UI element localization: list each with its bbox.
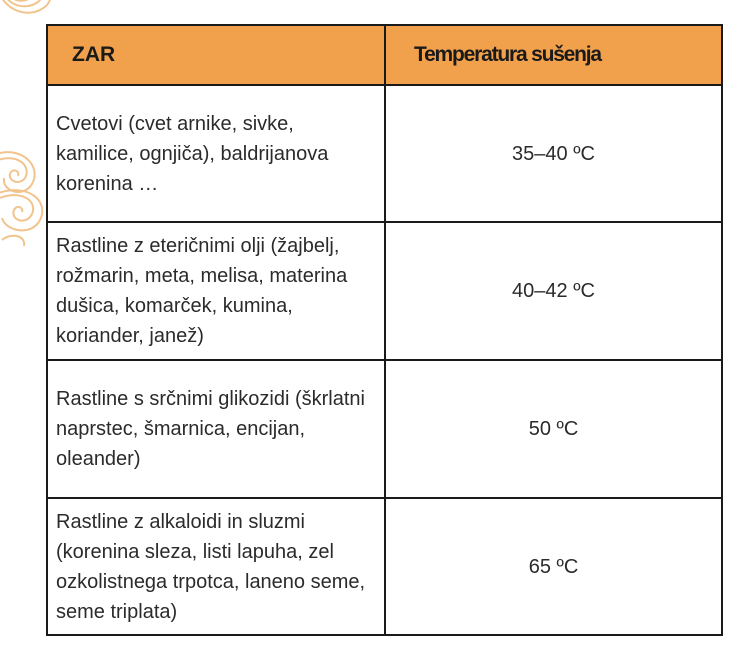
plant-cell: Rastline z alkaloidi in sluzmi (korenina sleza, listi lapuha, zel ozkolistnega trpotca, laneno seme, seme triplata) (47, 498, 385, 635)
table-row (47, 360, 722, 498)
plant-cell: Cvetovi (cvet arnike, sivke, kamilice, ognjiča), baldrijanova korenina … (47, 85, 385, 222)
temperature-cell: 50 ºC (385, 360, 722, 498)
header-plant: ZAR (47, 25, 385, 85)
temperature-cell: 40–42 ºC (385, 222, 722, 360)
plant-cell: Rastline z eteričnimi olji (žajbelj, rožmarin, meta, melisa, materina dušica, komarček, kumina, koriander, janež) (47, 222, 385, 360)
temperature-cell: 35–40 ºC (385, 85, 722, 222)
table-body (47, 85, 722, 635)
decorative-swirl-ornament-icon (0, 150, 52, 248)
temperature-cell: 65 ºC (385, 498, 722, 635)
header-row (47, 25, 722, 85)
drying-temperature-table (46, 24, 723, 636)
table-row (47, 85, 722, 222)
table-row (47, 498, 722, 635)
table-row (47, 222, 722, 360)
plant-cell: Rastline s srčnimi glikozidi (škrlatni naprstec, šmarnica, encijan, oleander) (47, 360, 385, 498)
header-temperature: Temperatura sušenja (385, 25, 722, 85)
table-header (47, 25, 722, 85)
